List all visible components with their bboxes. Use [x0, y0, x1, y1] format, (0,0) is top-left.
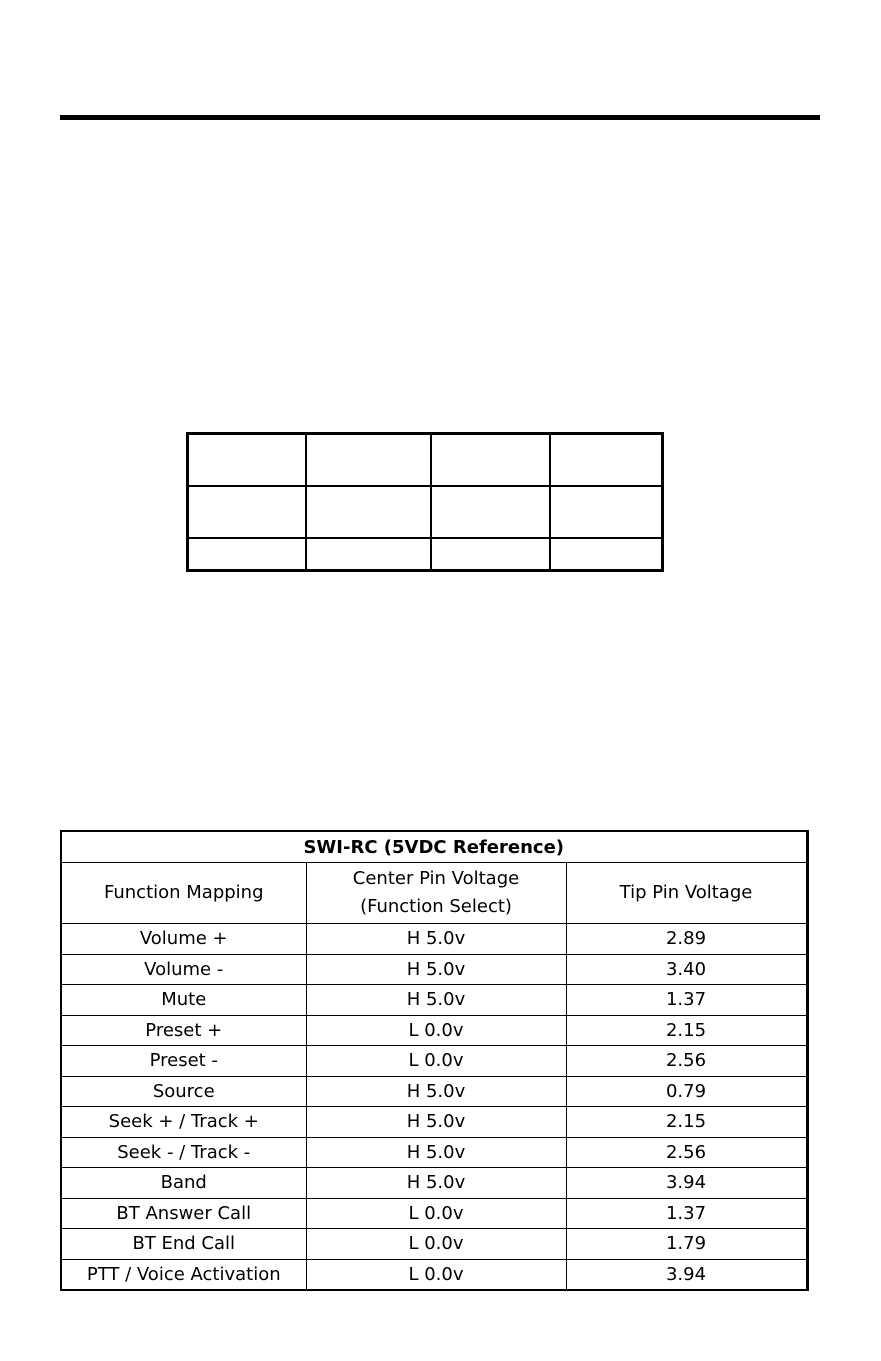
table-row — [61, 1076, 807, 1107]
cell-tip-voltage: 3.40 — [566, 954, 807, 985]
cell-tip-voltage: 2.89 — [566, 924, 807, 955]
cell-tip-voltage: 3.94 — [566, 1168, 807, 1199]
table-row — [61, 924, 807, 955]
table-row — [61, 1198, 807, 1229]
table-cell — [550, 538, 663, 571]
cell-function: BT End Call — [61, 1229, 306, 1260]
cell-tip-voltage: 1.79 — [566, 1229, 807, 1260]
table-cell — [188, 486, 307, 538]
table-row — [61, 1168, 807, 1199]
cell-tip-voltage: 2.56 — [566, 1137, 807, 1168]
cell-center-voltage: H 5.0v — [306, 954, 566, 985]
table-cell — [306, 486, 431, 538]
table-row — [61, 1046, 807, 1077]
cell-tip-voltage: 1.37 — [566, 1198, 807, 1229]
cell-function: Seek - / Track - — [61, 1137, 306, 1168]
cell-tip-voltage: 1.37 — [566, 985, 807, 1016]
table-cell — [188, 538, 307, 571]
table-header-row — [61, 863, 807, 924]
cell-tip-voltage: 0.79 — [566, 1076, 807, 1107]
table-cell — [550, 434, 663, 487]
cell-center-voltage: L 0.0v — [306, 1229, 566, 1260]
header-center-pin-voltage — [306, 863, 566, 924]
cell-center-voltage: H 5.0v — [306, 1107, 566, 1138]
cell-center-voltage: H 5.0v — [306, 985, 566, 1016]
cell-function: Band — [61, 1168, 306, 1199]
cell-function: PTT / Voice Activation — [61, 1259, 306, 1290]
cell-function: Volume - — [61, 954, 306, 985]
cell-tip-voltage: 2.15 — [566, 1107, 807, 1138]
table-cell — [306, 538, 431, 571]
cell-function: Mute — [61, 985, 306, 1016]
table-row — [61, 954, 807, 985]
header-center-line1: Center Pin Voltage — [352, 868, 520, 889]
header-center-line2: (Function Select) — [360, 896, 512, 917]
table-body — [61, 924, 807, 1291]
cell-center-voltage: H 5.0v — [306, 1137, 566, 1168]
cell-center-voltage: L 0.0v — [306, 1259, 566, 1290]
cell-function: Volume + — [61, 924, 306, 955]
table-title: SWI-RC (5VDC Reference) — [61, 831, 807, 863]
cell-function: Source — [61, 1076, 306, 1107]
table-row — [188, 538, 663, 571]
table-cell — [431, 538, 550, 571]
table-title-row — [61, 831, 807, 863]
cell-center-voltage: L 0.0v — [306, 1015, 566, 1046]
table-row — [61, 985, 807, 1016]
cell-function: Seek + / Track + — [61, 1107, 306, 1138]
cell-center-voltage: H 5.0v — [306, 924, 566, 955]
swi-rc-table — [60, 830, 809, 1291]
table-row — [61, 1107, 807, 1138]
table-row — [61, 1229, 807, 1260]
table-cell — [431, 434, 550, 487]
cell-center-voltage: L 0.0v — [306, 1198, 566, 1229]
cell-center-voltage: H 5.0v — [306, 1076, 566, 1107]
table-row — [188, 486, 663, 538]
cell-function: BT Answer Call — [61, 1198, 306, 1229]
table-cell — [431, 486, 550, 538]
cell-function: Preset + — [61, 1015, 306, 1046]
header-tip-pin-voltage: Tip Pin Voltage — [566, 863, 807, 924]
cell-function: Preset - — [61, 1046, 306, 1077]
header-function-mapping: Function Mapping — [61, 863, 306, 924]
cell-center-voltage: L 0.0v — [306, 1046, 566, 1077]
cell-tip-voltage: 2.15 — [566, 1015, 807, 1046]
top-horizontal-rule — [60, 115, 820, 120]
table-cell — [306, 434, 431, 487]
table-row — [61, 1259, 807, 1290]
table-row — [61, 1137, 807, 1168]
cell-tip-voltage: 3.94 — [566, 1259, 807, 1290]
empty-grid-table — [186, 432, 664, 572]
table-row — [61, 1015, 807, 1046]
cell-center-voltage: H 5.0v — [306, 1168, 566, 1199]
table-row — [188, 434, 663, 487]
cell-tip-voltage: 2.56 — [566, 1046, 807, 1077]
table-cell — [188, 434, 307, 487]
table-cell — [550, 486, 663, 538]
